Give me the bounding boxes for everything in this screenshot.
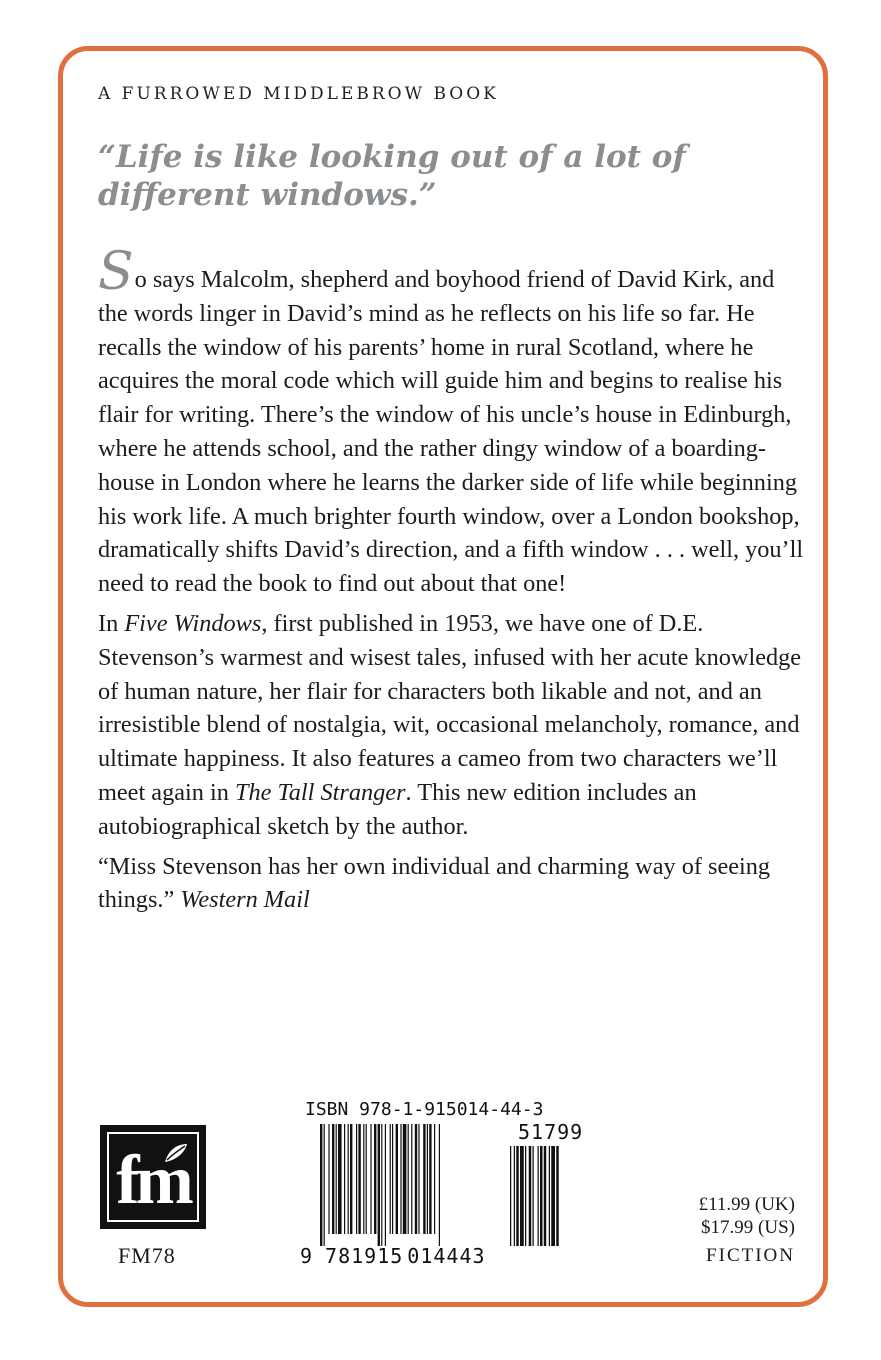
isbn-label: ISBN 978-1-915014-44-3: [305, 1099, 544, 1120]
review-source: Western Mail: [180, 886, 310, 914]
review-quote-text: “Miss Stevenson has her own individual and charming way of seeing things.”: [98, 852, 771, 914]
logo-inner-border: [107, 1132, 199, 1222]
price-uk: £11.99 (UK): [698, 1194, 795, 1215]
book-title-tall-stranger: The Tall Stranger: [234, 778, 406, 806]
paragraph-2-text-c: . This new edition includes an autobiographical sketch by the author.: [98, 778, 697, 840]
catalog-code: FM78: [118, 1243, 176, 1268]
book-title-five-windows: Five Windows: [124, 609, 262, 637]
ean-left-digits: 781915: [325, 1244, 404, 1268]
blurb-paragraph-1: [98, 242, 810, 601]
price-us: $17.99 (US): [701, 1217, 795, 1238]
paragraph-2-text-b: , first published in 1953, we have one of D.E. Stevenson’s warmest and wisest tales, infused with her acute knowledge of human nature, her flair for characters both likable and not, and an irresistible blend of nostalgia, wit, occasional melancholy, romance, and ultimate happiness. It also features a cameo from two characters we’ll meet again in: [98, 609, 802, 806]
paragraph-2-text-a: In: [98, 609, 125, 637]
barcode-digits: [300, 1244, 486, 1268]
ean-right-digits: 014443: [407, 1244, 486, 1268]
paragraph-1-text: o says Malcolm, shepherd and boyhood friend of David Kirk, and the words linger in David’s mind as he reflects on his life so far. He recalls the window of his parents’ home in rural Scotland, where he acquires the moral code which will guide him and begins to realise his flair for writing. There’s the window of his uncle’s house in Edinburgh, where he attends school, and the rather dingy window of a boarding-house in London where he learns the darker side of life while beginning his work life. A much brighter fourth window, over a London bookshop, dramatically shifts David’s direction, and a fifth window . . . well, you’ll need to read the book to find out about that one!: [98, 266, 804, 598]
addon-digits: 51799: [518, 1120, 584, 1144]
ean-first-digit: 9: [300, 1244, 314, 1268]
pull-quote: “Life is like looking out of a lot of different windows.”: [98, 139, 686, 213]
fm-logo-icon: [100, 1125, 206, 1229]
prices: [699, 1193, 795, 1239]
blurb: [98, 242, 810, 923]
drop-cap: S: [98, 242, 134, 302]
review-quote: [98, 850, 810, 918]
logo-text: fm: [116, 1142, 190, 1219]
genre-label: FICTION: [706, 1245, 795, 1266]
blurb-paragraph-2: [98, 607, 810, 844]
series-line: A FURROWED MIDDLEBROW BOOK: [98, 84, 499, 104]
